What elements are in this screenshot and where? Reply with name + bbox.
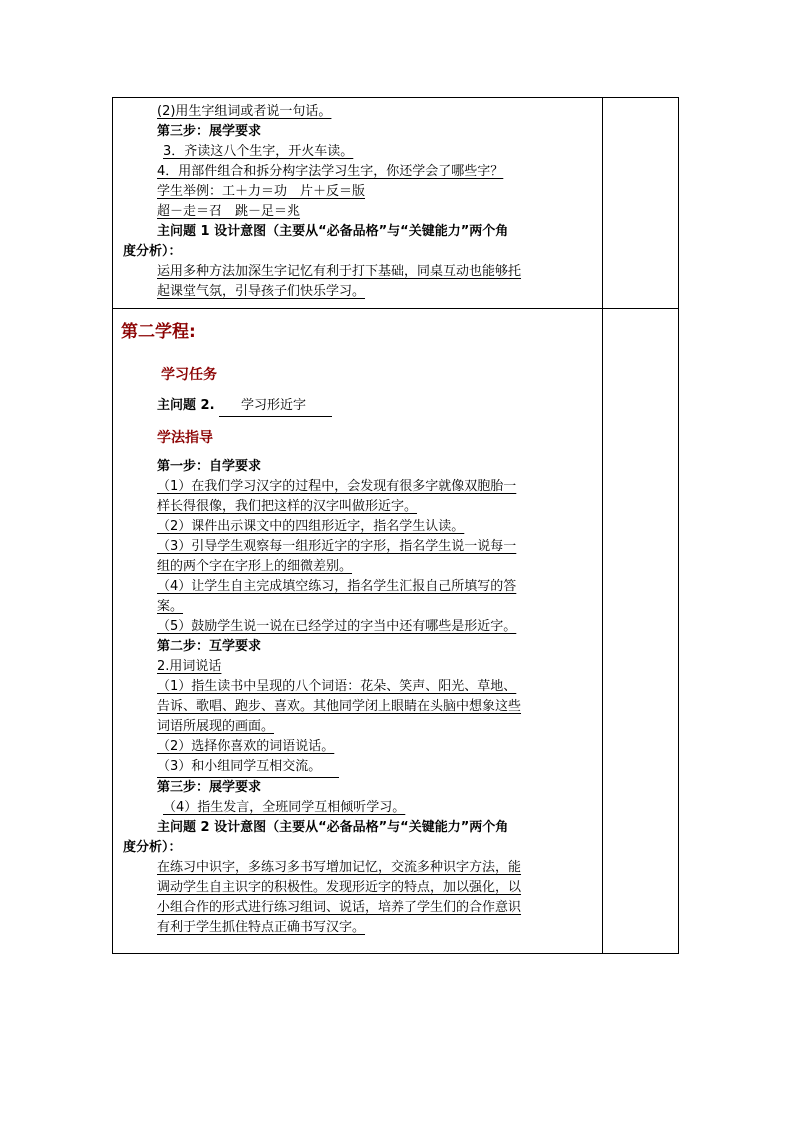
design-intent-text: 小组合作的形式进行练习组词、说话，培养了学生们的合作意识 bbox=[157, 900, 522, 915]
design-intent-text: 在练习中识字，多练习多书写增加记忆，交流多种识字方法，能 bbox=[157, 860, 522, 875]
design-intent-text: 调动学生自主识字的积极性。发现形近字的特点，加以强化，以 bbox=[157, 880, 522, 895]
text-line: (2)用生字组词或者说一句话。 bbox=[157, 104, 332, 119]
text-line: 样长得很像，我们把这样的汉字叫做形近字。 bbox=[157, 499, 418, 514]
text-line: 组的两个字在字形上的细微差别。 bbox=[157, 559, 353, 574]
text-line: 词语所展现的画面。 bbox=[157, 719, 275, 734]
design-intent-text: 起课堂气氛，引导孩子们快乐学习。 bbox=[157, 284, 366, 299]
text-line: （1）指生读书中呈现的八个词语：花朵、笑声、阳光、草地、 bbox=[157, 679, 517, 694]
design-intent-title-cont: 度分析）： bbox=[123, 244, 182, 259]
text-line: （2）课件出示课文中的四组形近字，指名学生认读。 bbox=[157, 519, 465, 534]
design-intent-title: 主问题 2 设计意图（主要从“必备品格”与“关键能力”两个角 bbox=[157, 820, 509, 835]
step-heading: 第三步：展学要求 bbox=[157, 780, 262, 795]
method-heading: 学法指导 bbox=[157, 430, 213, 446]
text-line: 3．齐读这八个生字，开火车读。 bbox=[163, 144, 354, 159]
main-cell bbox=[113, 98, 603, 308]
text-line: （4）指生发言，全班同学互相倾听学习。 bbox=[163, 800, 406, 815]
text-line: 超－走＝召 跳－足＝兆 bbox=[157, 204, 301, 219]
step-heading: 第三步：展学要求 bbox=[157, 124, 262, 139]
design-intent-text: 有利于学生抓住特点正确书写汉字。 bbox=[157, 920, 366, 935]
design-intent-title: 主问题 1 设计意图（主要从“必备品格”与“关键能力”两个角 bbox=[157, 224, 509, 239]
text-line: 学生举例：工＋力＝功 片＋反＝版 bbox=[157, 184, 366, 199]
text-line: 案。 bbox=[157, 599, 184, 614]
main-question bbox=[121, 396, 594, 417]
text-line: （3）引导学生观察每一组形近字的字形，指名学生说一说每一 bbox=[157, 539, 517, 554]
design-intent-title-cont: 度分析）： bbox=[123, 840, 182, 855]
side-cell bbox=[603, 309, 678, 953]
design-intent-text: 运用多种方法加深生字记忆有利于打下基础，同桌互动也能够托 bbox=[157, 264, 522, 279]
text-line: 4．用部件组合和拆分构字法学习生字，你还学会了哪些字？ bbox=[157, 164, 504, 179]
table-row bbox=[113, 98, 678, 308]
sub-heading: 2.用词说话 bbox=[157, 659, 222, 674]
lesson-plan-table bbox=[112, 97, 679, 954]
section-title: 第二学程: bbox=[121, 322, 196, 342]
text-line: （2）选择你喜欢的词语说话。 bbox=[157, 739, 335, 754]
text-line: （5）鼓励学生说一说在已经学过的字当中还有哪些是形近字。 bbox=[157, 619, 517, 634]
text-line: （1）在我们学习汉字的过程中，会发现有很多字就像双胞胎一 bbox=[157, 479, 517, 494]
table-row bbox=[113, 308, 678, 953]
task-heading: 学习任务 bbox=[161, 367, 217, 383]
text-line: （3）和小组同学互相交流。 bbox=[157, 757, 339, 778]
main-cell bbox=[113, 309, 603, 953]
main-question-label: 主问题 2. bbox=[157, 398, 215, 413]
side-cell bbox=[603, 98, 678, 308]
step-heading: 第二步：互学要求 bbox=[157, 639, 262, 654]
step-heading: 第一步：自学要求 bbox=[157, 459, 262, 474]
main-question-text: 学习形近字 bbox=[219, 396, 332, 417]
text-line: （4）让学生自主完成填空练习，指名学生汇报自己所填写的答 bbox=[157, 579, 517, 594]
text-line: 告诉、歌唱、跑步、喜欢。其他同学闭上眼睛在头脑中想象这些 bbox=[157, 699, 522, 714]
